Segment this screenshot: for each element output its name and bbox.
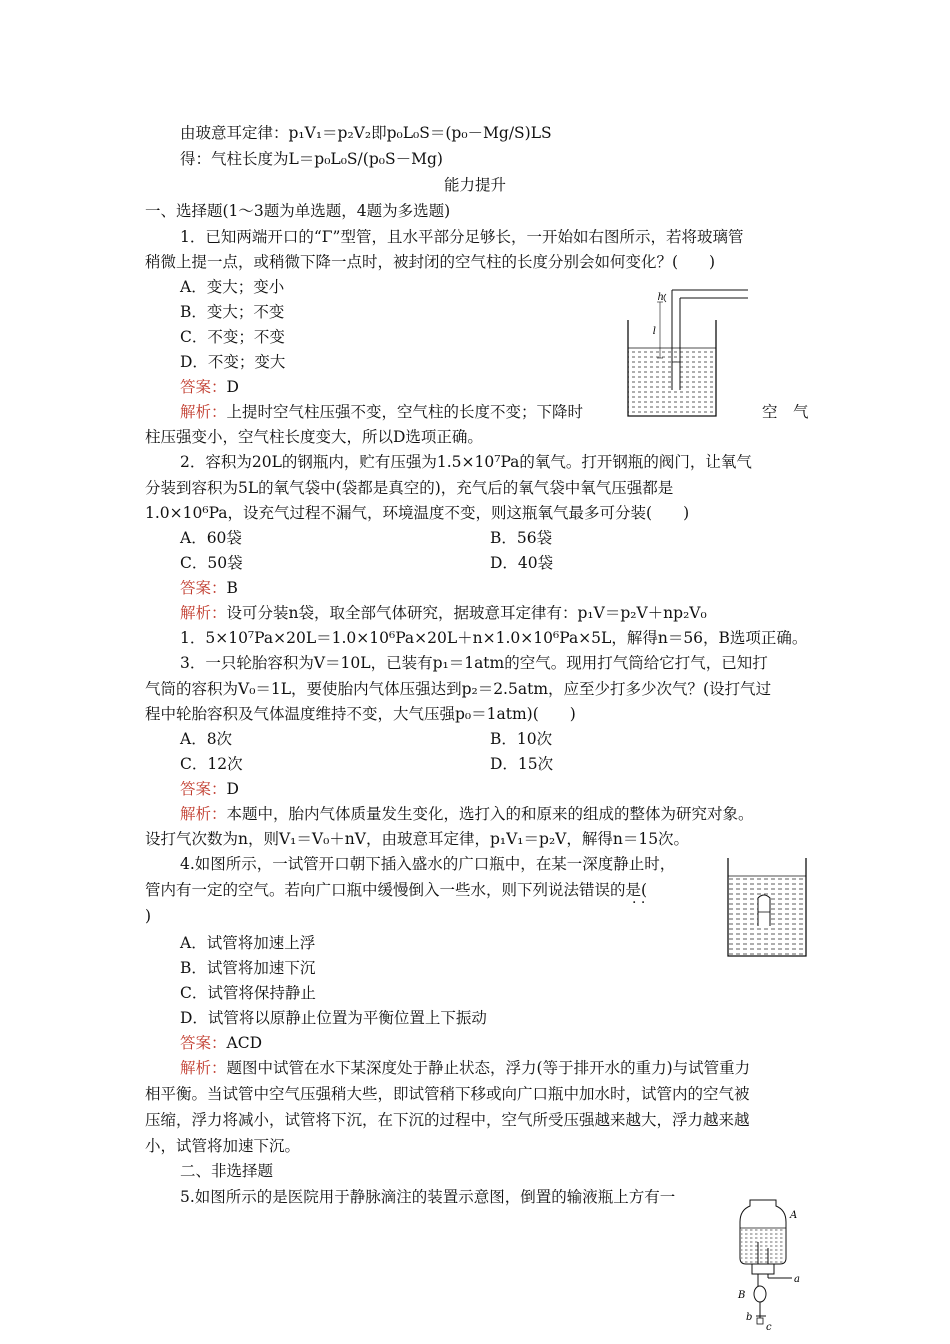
q2-option-a: A．60袋 [180, 529, 242, 547]
q2-option-d: D．40袋 [490, 554, 554, 572]
label-b: b [746, 1312, 753, 1323]
analysis-text: 题图中试管在水下某深度处于静止状态，浮力(等于排开水的重力)与试管重力 [226, 1059, 751, 1077]
q4-analysis-line2: 相平衡。当试管中空气压强稍大些，即试管稍下移或向广口瓶中加水时，试管内的空气被 [145, 1085, 750, 1103]
analysis-text: 本题中，胎内气体质量发生变化，选打入的和原来的组成的整体为研究对象。 [226, 805, 754, 823]
infusion-bottle [740, 1200, 786, 1264]
q4-stem-line1: 4.如图所示，一试管开口朝下插入盛水的广口瓶中，在某一深度静止时， [180, 855, 676, 873]
analysis-label: 解析： [180, 403, 227, 421]
analysis-text: 设可分装n袋，取全部气体研究，据玻意耳定律有：p₁V＝p₂V＋np₂V₀ [226, 604, 707, 622]
result-line: 得：气柱长度为L＝p₀L₀S/(p₀S－Mg) [180, 150, 443, 168]
label-l: l [652, 326, 656, 337]
section-title: 能力提升 [443, 176, 506, 194]
analysis-label: 解析： [180, 604, 227, 622]
q3-option-d: D．15次 [490, 755, 554, 773]
q4-analysis-line1 [180, 1058, 750, 1078]
q5-stem-line1: 5.如图所示的是医院用于静脉滴注的装置示意图，倒置的输液瓶上方有一 [180, 1188, 676, 1206]
q5-figure [720, 1192, 810, 1332]
q1-stem-line2: 稍微上提一点，或稍微下降一点时，被封闭的空气柱的长度分别会如何变化？( ) [145, 253, 716, 271]
emphasis-dots: · · [632, 895, 646, 911]
q4-stem-line2: 管内有一定的空气。若向广口瓶中缓慢倒入一些水，则下列说法错误的是( [145, 881, 648, 899]
analysis-text: 上提时空气柱压强不变，空气柱的长度不变；下降时 [226, 403, 584, 421]
q2-stem-line2: 分装到容积为5L的氧气袋中(袋都是真空的)，充气后的氧气袋中氧气压强都是 [145, 479, 674, 497]
formula-line: 由玻意耳定律：p₁V₁＝p₂V₂即p₀L₀S＝(p₀－Mg/S)LS [180, 124, 552, 142]
analysis-label: 解析： [180, 1059, 227, 1077]
q1-option-c: C．不变；不变 [180, 328, 285, 346]
q1-figure [620, 270, 780, 430]
q1-analysis-line2: 柱压强变小，空气柱长度变大，所以D选项正确。 [145, 428, 483, 446]
q4-option-d: D．试管将以原静止位置为平衡位置上下振动 [180, 1009, 487, 1027]
q3-option-c: C．12次 [180, 755, 243, 773]
q4-figure [722, 852, 812, 962]
answer-value: D [226, 780, 239, 798]
q4-analysis-line3: 压缩，浮力将减小，试管将下沉，在下沉的过程中，空气所受压强越来越大，浮力越来越 [145, 1111, 750, 1129]
answer-label: 答案： [180, 1034, 227, 1052]
q1-analysis-line1 [180, 402, 583, 422]
q4-stem-line3: ) [145, 907, 152, 925]
part1-header: 一、选择题(1～3题为单选题，4题为多选题) [145, 202, 451, 220]
q3-answer [180, 779, 239, 799]
label-a: a [794, 1274, 800, 1285]
answer-label: 答案： [180, 579, 227, 597]
q3-stem-line1: 3．一只轮胎容积为V＝10L，已装有p₁＝1atm的空气。现用打气筒给它打气，已知打 [180, 654, 768, 672]
q3-analysis-line2: 设打气次数为n，则V₁＝V₀＋nV，由玻意耳定律，p₁V₁＝p₂V，解得n＝15次。 [145, 830, 690, 848]
q2-analysis-line1 [180, 603, 707, 623]
label-c: c [766, 1322, 772, 1332]
q2-option-b: B．56袋 [490, 529, 553, 547]
q2-analysis-line2: 1．5×10⁷Pa×20L＝1.0×10⁶Pa×20L＋n×1.0×10⁶Pa×5L，解得n＝56，B选项正确。 [180, 629, 808, 647]
analysis-label: 解析： [180, 805, 227, 823]
label-h: h [657, 292, 664, 303]
part2-header: 二、非选择题 [180, 1162, 274, 1180]
q4-answer [180, 1033, 262, 1053]
q1-option-b: B．变大；不变 [180, 303, 285, 321]
q1-option-d: D．不变；变大 [180, 353, 286, 371]
q2-stem-line3: 1.0×10⁶Pa，设充气过程不漏气，环境温度不变，则这瓶氧气最多可分装( ) [145, 504, 690, 522]
q4-option-b: B．试管将加速下沉 [180, 959, 316, 977]
label-B: B [738, 1290, 746, 1301]
q3-option-a: A．8次 [180, 730, 233, 748]
q2-stem-line1: 2．容积为20L的钢瓶内，贮有压强为1.5×10⁷Pa的氧气。打开钢瓶的阀门，让氧气 [180, 453, 752, 471]
q1-stem-line1: 1．已知两端开口的“Γ”型管，且水平部分足够长，一开始如右图所示，若将玻璃管 [180, 228, 744, 246]
test-tube [758, 895, 770, 926]
q2-answer [180, 578, 238, 598]
answer-value: ACD [226, 1034, 262, 1052]
q3-stem-line3: 程中轮胎容积及气体温度维持不变，大气压强p₀＝1atm)( ) [145, 705, 576, 723]
answer-label: 答案： [180, 378, 227, 396]
q3-option-b: B．10次 [490, 730, 553, 748]
q4-option-a: A．试管将加速上浮 [180, 934, 316, 952]
q1-option-a: A．变大；变小 [180, 278, 285, 296]
q3-stem-line2: 气筒的容积为V₀＝1L，要使胎内气体压强达到p₂＝2.5atm，应至少打多少次气？(设打气过 [145, 680, 772, 698]
q4-option-c: C．试管将保持静止 [180, 984, 316, 1002]
q3-analysis-line1 [180, 804, 754, 824]
q1-answer [180, 377, 239, 397]
q2-option-c: C．50袋 [180, 554, 243, 572]
answer-value: B [226, 579, 238, 597]
q1-analysis-tail: 空 气 [762, 403, 809, 421]
answer-label: 答案： [180, 780, 227, 798]
q4-analysis-line4: 小，试管将加速下沉。 [145, 1137, 301, 1155]
answer-value: D [226, 378, 239, 396]
label-A: A [790, 1210, 798, 1221]
